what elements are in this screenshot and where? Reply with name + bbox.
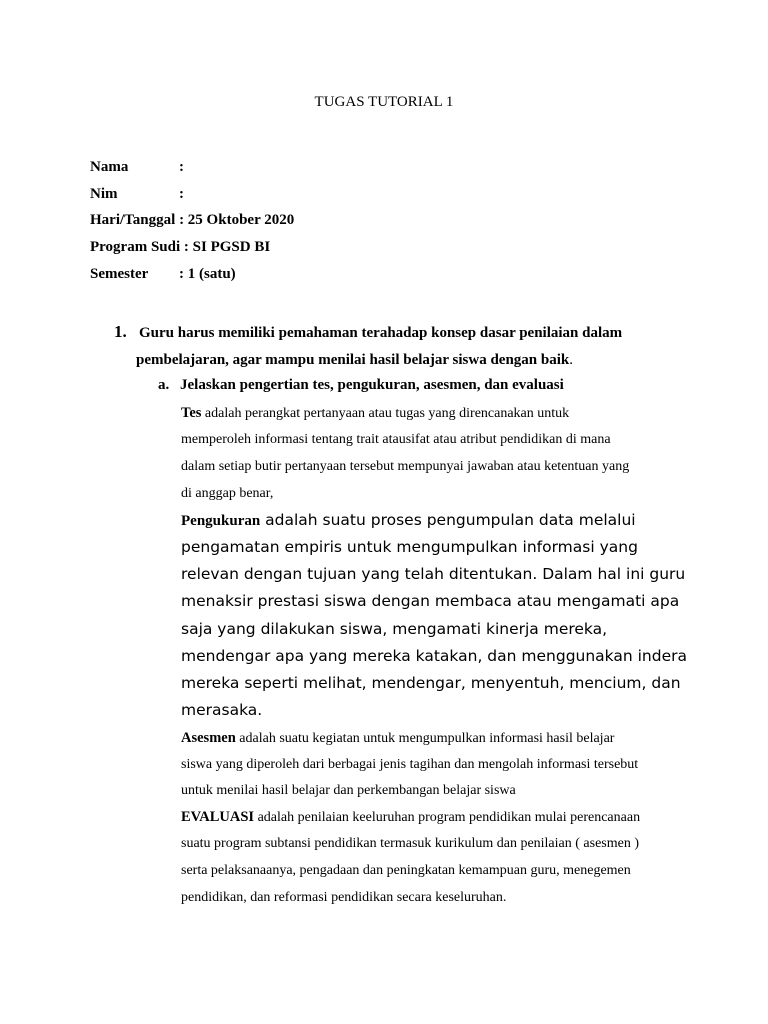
asesmen-line: siswa yang diperoleh dari berbagai jenis tagihan dan mengolah informasi tersebut (181, 757, 639, 772)
question-number: 1. (114, 322, 127, 341)
asesmen-line (181, 730, 614, 747)
tes-term: Tes (181, 405, 202, 421)
tes-text: adalah perangkat pertanyaan atau tugas yang direncanakan untuk (201, 406, 570, 421)
evaluasi-line: serta pelaksanaanya, pengadaan dan peningkatan kemampuan guru, menegemen (181, 863, 631, 878)
info-label: Nim (90, 186, 118, 202)
tes-line: memperoleh informasi tentang trait atausifat atau atribut pendidikan di mana (181, 432, 611, 447)
pengukuran-line: merasaka. (181, 701, 263, 719)
pengukuran-line: pengamatan empiris untuk mengumpulkan informasi yang (181, 538, 638, 556)
evaluasi-line: pendidikan, dan reformasi pendidikan secara keseluruhan. (181, 890, 507, 905)
question-line-2-text: pembelajaran, agar mampu menilai hasil belajar siswa dengan baik (136, 352, 570, 368)
pengukuran-line: mereka seperti melihat, mendengar, menyentuh, mencium, dan (181, 674, 681, 692)
info-row-nama (90, 159, 184, 176)
sub-question-text: Jelaskan pengertian tes, pengukuran, asesmen, dan evaluasi (180, 377, 564, 393)
sub-question-marker: a. (158, 377, 170, 393)
evaluasi-text: adalah penilaian keeluruhan program pendidikan mulai perencanaan (254, 810, 641, 825)
info-value: : 1 (satu) (179, 266, 236, 282)
info-value: : (179, 159, 184, 175)
info-label: Program Sudi (90, 239, 181, 255)
info-row-hari-tanggal (90, 212, 294, 229)
pengukuran-term: Pengukuran (181, 513, 261, 529)
info-label: Semester (90, 266, 149, 282)
pengukuran-text: adalah suatu proses pengumpulan data melalui (260, 511, 636, 529)
info-value: : 25 Oktober 2020 (179, 212, 295, 228)
evaluasi-line: suatu program subtansi pendidikan termasuk kurikulum dan penilaian ( asesmen ) (181, 836, 640, 851)
pengukuran-line: mendengar apa yang mereka katakan, dan menggunakan indera (181, 647, 688, 665)
tes-line: dalam setiap butir pertanyaan tersebut mempunyai jawaban atau ketentuan yang (181, 459, 630, 474)
document-title: TUGAS TUTORIAL 1 (314, 94, 454, 110)
pengukuran-line: saja yang dilakukan siswa, mengamati kinerja mereka, (181, 620, 608, 638)
pengukuran-line (181, 511, 636, 530)
asesmen-line: untuk menilai hasil belajar dan perkembangan belajar siswa (181, 783, 516, 798)
evaluasi-term: EVALUASI (181, 809, 255, 825)
info-row-program-studi (90, 239, 270, 256)
asesmen-term: Asesmen (181, 730, 236, 746)
info-row-semester (90, 266, 236, 283)
question-line-2 (136, 352, 573, 369)
tes-line (181, 405, 569, 422)
tes-line: di anggap benar, (181, 486, 274, 501)
question-line-2-period: . (569, 352, 573, 368)
evaluasi-line (181, 809, 640, 826)
info-row-nim (90, 186, 184, 203)
pengukuran-line: menaksir prestasi siswa dengan membaca atau mengamati apa (181, 592, 680, 610)
asesmen-text: adalah suatu kegiatan untuk mengumpulkan informasi hasil belajar (235, 731, 615, 746)
info-label: Nama (90, 159, 129, 175)
info-value: : SI PGSD BI (183, 239, 271, 255)
info-label: Hari/Tanggal (90, 212, 176, 228)
pengukuran-line: relevan dengan tujuan yang telah ditentukan. Dalam hal ini guru (181, 565, 686, 583)
question-line-1: Guru harus memiliki pemahaman terahadap konsep dasar penilaian dalam (139, 325, 623, 341)
info-value: : (179, 186, 184, 202)
sub-question-a (158, 377, 564, 394)
